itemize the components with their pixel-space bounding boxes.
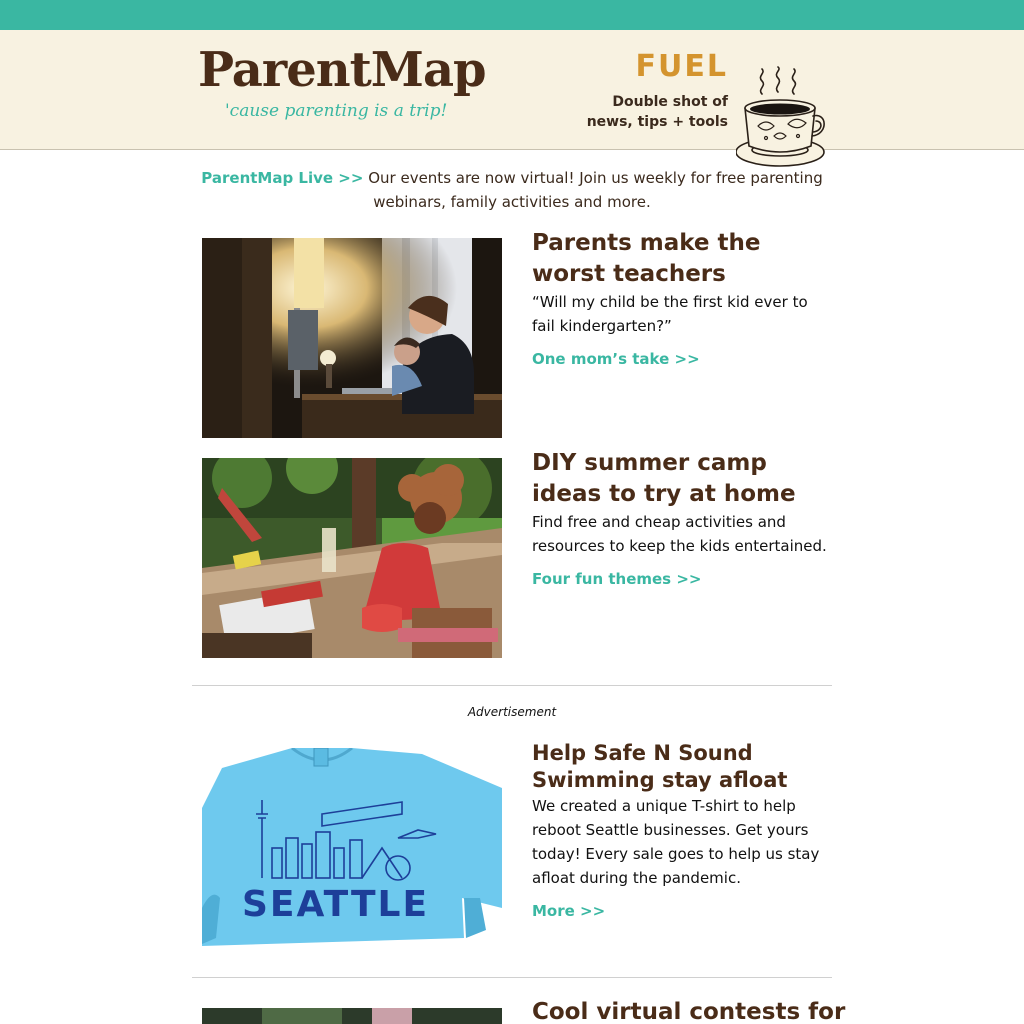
fuel-subtitle-line2: news, tips + tools — [586, 114, 728, 130]
events-announcement — [200, 166, 824, 214]
ad-title[interactable]: Help Safe N Sound Swimming stay afloat — [532, 741, 788, 792]
story-2-description: Find free and cheap activities and resources to keep the kids entertained. — [532, 513, 827, 555]
story-2-photo[interactable] — [202, 458, 502, 658]
ad-shirt-text: SEATTLE — [242, 884, 430, 925]
tagline: 'cause parenting is a trip! — [225, 101, 448, 121]
announcement-text: Our events are now virtual! Join us weekly for free parenting webinars, family activities and more. — [368, 169, 823, 211]
story-1-title[interactable]: Parents make the worst teachers — [532, 230, 761, 287]
story-3-photo[interactable] — [202, 1008, 502, 1024]
newsletter-header — [0, 30, 1024, 150]
section-divider-2 — [192, 977, 832, 978]
parentmap-logo[interactable]: ParentMap — [198, 42, 486, 98]
parentmap-live-link[interactable]: ParentMap Live >> — [201, 169, 364, 187]
fuel-subtitle-line1: Double shot of — [612, 94, 728, 110]
story-3-title[interactable]: Cool virtual contests for — [532, 999, 846, 1024]
top-accent-bar — [0, 0, 1024, 30]
story-2-title[interactable]: DIY summer camp ideas to try at home — [532, 450, 796, 507]
story-1-link[interactable]: One mom’s take >> — [532, 350, 700, 368]
section-divider — [192, 685, 832, 686]
fuel-title[interactable]: FUEL — [635, 49, 728, 84]
story-1-description: “Will my child be the first kid ever to fail kindergarten?” — [532, 293, 808, 335]
ad-description: We created a unique T-shirt to help reboot Seattle businesses. Get yours today! Every sale goes to help us stay afloat during the pandemic. — [532, 797, 820, 887]
story-2-link[interactable]: Four fun themes >> — [532, 570, 702, 588]
ad-more-link[interactable]: More >> — [532, 902, 606, 920]
story-1-photo[interactable] — [202, 238, 502, 438]
ad-tshirt-photo[interactable] — [202, 748, 502, 948]
coffee-cup-icon — [736, 66, 830, 172]
fuel-subtitle — [568, 92, 728, 132]
advertisement-label: Advertisement — [467, 705, 557, 719]
